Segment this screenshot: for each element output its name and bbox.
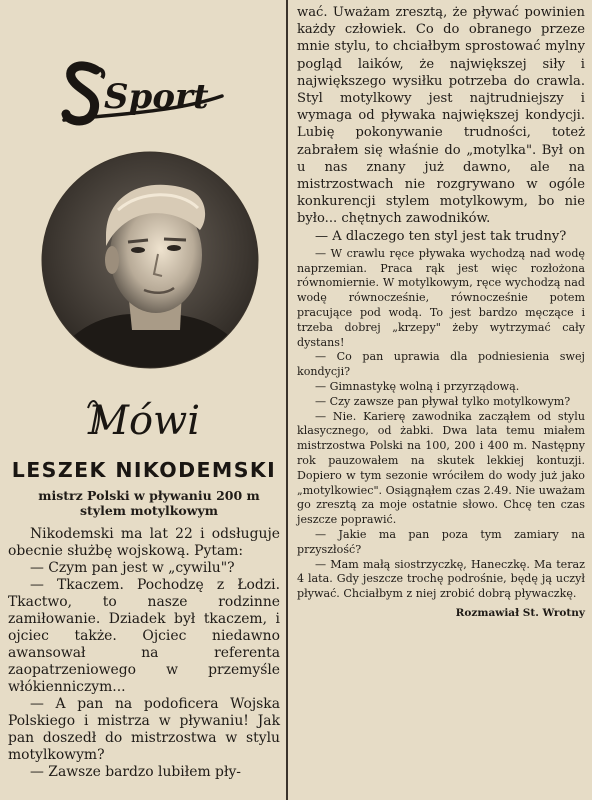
paragraph: — Czy zawsze pan pływał tylko motylkowym?: [315, 394, 571, 408]
paragraph: — Mam małą siostrzyczkę, Haneczkę. Ma teraz 4 lata. Gdy jeszcze trochę podrośnie, będę ją uczył pływać. Chciałbym z niej zrobić dobrą pływaczkę.: [297, 557, 585, 601]
paragraph: — Gimnastykę wolną i przyrządową.: [315, 380, 520, 394]
paragraph: — A dlaczego ten styl jest tak trudny?: [315, 228, 567, 244]
paragraph: — Czym pan jest w „cywilu"?: [30, 560, 235, 576]
right-column-text-small: [297, 247, 585, 621]
left-column-text: [8, 526, 280, 781]
right-column: [297, 4, 585, 800]
paragraph: — W crawlu ręce pływaka wychodzą nad wodę naprzemian. Praca rąk jest więc rozłożona równomiernie. W motylkowym, ręce wychodzą nad wodę równocześnie, równocześnie potem pracujące pod wodą. To jest bardzo męczące i trzeba dobrej „krzepy" żeby wytrzymać cały dystans!: [297, 246, 585, 349]
paragraph: — Jakie ma pan poza tym zamiary na przyszłość?: [297, 527, 585, 556]
portrait-photo: [40, 150, 260, 370]
paragraph: — Co pan uprawia dla podniesienia swej kondycji?: [297, 350, 585, 379]
paragraph: — Nie. Karierę zawodnika zacząłem od stylu klasycznego, od żabki. Dwa lata temu miałem mistrzostwa Polski na 100, 200 i 400 m. Następny rok pauzowałem na skutek lekkiej kontuzji. Dopiero w tym sezonie wróciłem do wody już jako „motylkowiec". Osiągnąłem czas 2.49. Nie uważam go zresztą za moje ostatnie słowo. Chcę ten czas jeszcze poprawić.: [297, 409, 585, 527]
paragraph: — Tkaczem. Pochodzę z Łodzi. Tkactwo, to nasze rodzinne zamiłowanie. Dziadek był tkaczem, i ojciec także. Ojciec niedawno awansował na referenta zaopatrzeniowego w przemyśle włókienniczym...: [8, 577, 280, 695]
interview-subheadline: mistrz Polski w pływaniu 200 m stylem motylkowym: [38, 488, 260, 518]
interview-headline: LESZEK NIKODEMSKI: [11, 458, 277, 482]
left-column: [8, 0, 280, 800]
column-divider: [286, 0, 288, 800]
paragraph: Nikodemski ma lat 22 i odsługuje obecnie służbę wojskową. Pytam:: [8, 526, 280, 559]
section-title: Sport: [104, 77, 209, 117]
paragraph: — Zawsze bardzo lubiłem pły-: [30, 764, 241, 780]
paragraph: wać. Uważam zresztą, że pływać powinien każdy człowiek. Co do obranego przeze mnie stylu, to chciałbym sprostować mylny pogląd laików, że największej siły i największego wysiłku potrzeba do crawla. Styl motylkowy jest najtrudniejszy i wymaga od pływaka największej kondycji. Lubię pokonywanie trudności, toteż zabrałem się właśnie do „motylka". Był on u nas znany już dawno, ale na mistrzostwach nie rozgrywano w ogóle konkurencji stylem motylkowym, bo nie było... chętnych zawodników.: [297, 5, 585, 227]
paragraph: — A pan na podoficera Wojska Polskiego i mistrza w pływaniu! Jak pan doszedł do mistrzostwa w stylu motylkowym?: [8, 696, 280, 763]
sport-logo-graphic: [56, 56, 226, 134]
signature-mowi: [74, 380, 244, 458]
section-logo: [56, 56, 226, 134]
signature-text: Mówi: [88, 398, 201, 444]
right-column-text-large: [297, 4, 585, 245]
author-byline: Rozmawiał St. Wrotny: [455, 606, 585, 619]
